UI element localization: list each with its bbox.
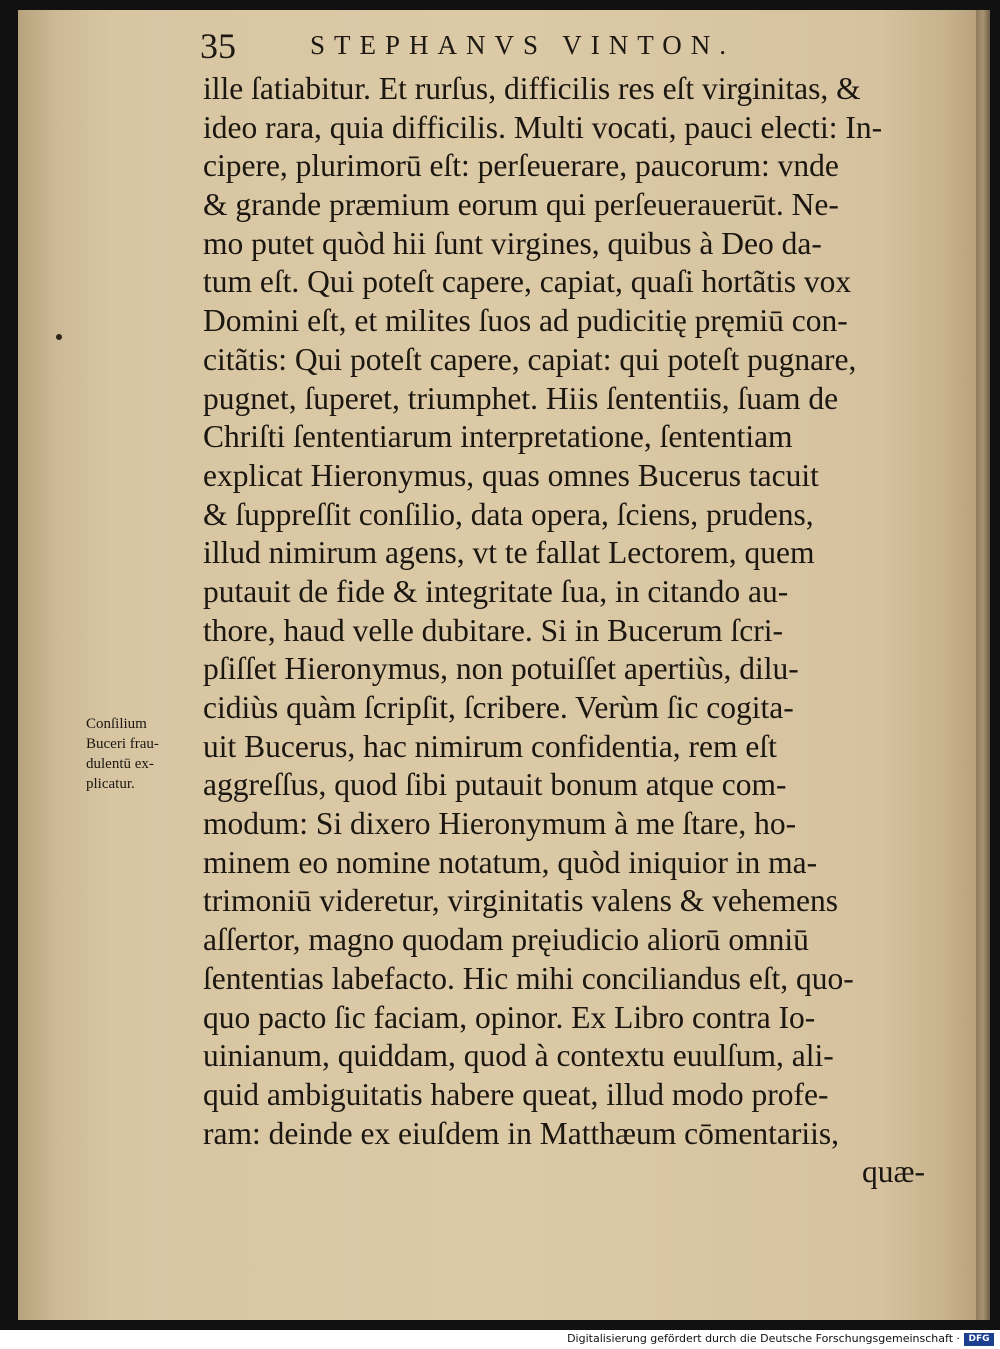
digitization-credit: Digitalisierung gefördert durch die Deutsche Forschungsgemeinschaft · xyxy=(567,1332,960,1345)
page-number: 35 xyxy=(200,26,236,66)
text-line: minem eo nomine notatum, quòd iniquior in ma- xyxy=(203,844,818,880)
text-line: & grande præmium eorum qui perſeuerauerūt. Ne- xyxy=(203,187,839,223)
marginal-note xyxy=(86,714,198,794)
text-line: ram: deinde ex eiuſdem in Matthæum cōmentariis, xyxy=(203,1115,839,1151)
text-line: putauit de fide & integritate ſua, in citando au- xyxy=(203,573,789,609)
marginal-note-line: Conſilium xyxy=(86,716,147,732)
text-line: cidiùs quàm ſcripſit, ſcribere. Verùm ſic cogita- xyxy=(203,690,794,725)
text-line: citãtis: Qui poteſt capere, capiat: qui poteſt pugnare, xyxy=(203,341,857,377)
page-header xyxy=(200,26,920,70)
text-line: mo putet quòd hii ſunt virgines, quibus à Deo da- xyxy=(203,225,822,261)
text-line: pſiſſet Hieronymus, non potuiſſet apertiùs, dilu- xyxy=(203,651,799,687)
text-line: ideo rara, quia difficilis. Multi vocati, pauci electi: In- xyxy=(203,109,883,145)
text-line: ſententias labefacto. Hic mihi conciliandus eſt, quo- xyxy=(203,960,854,996)
text-line: illud nimirum agens, vt te fallat Lectorem, quem xyxy=(203,535,815,571)
marginal-note-line: plicatur. xyxy=(86,776,135,792)
text-line: thore, haud velle dubitare. Si in Bucerum ſcri- xyxy=(203,612,783,648)
text-line: Chriſti ſententiarum interpretatione, ſententiam xyxy=(203,419,793,455)
dfg-logo: DFG xyxy=(964,1333,994,1346)
text-line: cipere, plurimorū eſt: perſeuerare, paucorum: vnde xyxy=(203,148,839,184)
text-line: pugnet, ſuperet, triumphet. Hiis ſententiis, ſuam de xyxy=(203,380,839,416)
text-line: tum eſt. Qui poteſt capere, capiat, quaſi hortãtis vox xyxy=(203,264,852,300)
text-line: uit Bucerus, hac nimirum confidentia, rem eſt xyxy=(203,728,777,764)
ink-spot xyxy=(56,334,62,340)
footer-bar xyxy=(0,1330,1000,1349)
text-line: & ſuppreſſit conſilio, data opera, ſciens, prudens, xyxy=(203,496,814,532)
text-line: quo pacto ſic faciam, opinor. Ex Libro contra Io- xyxy=(203,999,816,1035)
text-line: aſſertor, magno quodam pręiudicio aliorū omniū xyxy=(203,922,809,958)
page-edge xyxy=(976,10,990,1320)
text-line: uinianum, quiddam, quod à contextu euulſum, ali- xyxy=(203,1038,834,1074)
marginal-note-line: Buceri frau- xyxy=(86,736,159,752)
text-line: modum: Si dixero Hieronymum à me ſtare, ho- xyxy=(203,806,797,842)
text-line: quid ambiguitatis habere queat, illud modo profe- xyxy=(203,1076,829,1112)
text-line: ille ſatiabitur. Et rurſus, difficilis res eſt virginitas, & xyxy=(203,71,861,106)
main-text-block xyxy=(203,70,925,1192)
text-line: explicat Hieronymus, quas omnes Bucerus tacuit xyxy=(203,457,819,493)
text-line: trimoniū videretur, virginitatis valens & vehemens xyxy=(203,883,839,919)
text-line: aggreſſus, quod ſibi putauit bonum atque com- xyxy=(203,767,787,803)
catchword: quæ- xyxy=(862,1154,925,1190)
running-head: STEPHANVS VINTON. xyxy=(310,30,736,60)
marginal-note-line: dulentū ex- xyxy=(86,756,154,772)
text-line: Domini eſt, et milites ſuos ad pudicitię pręmiū con- xyxy=(203,303,848,339)
